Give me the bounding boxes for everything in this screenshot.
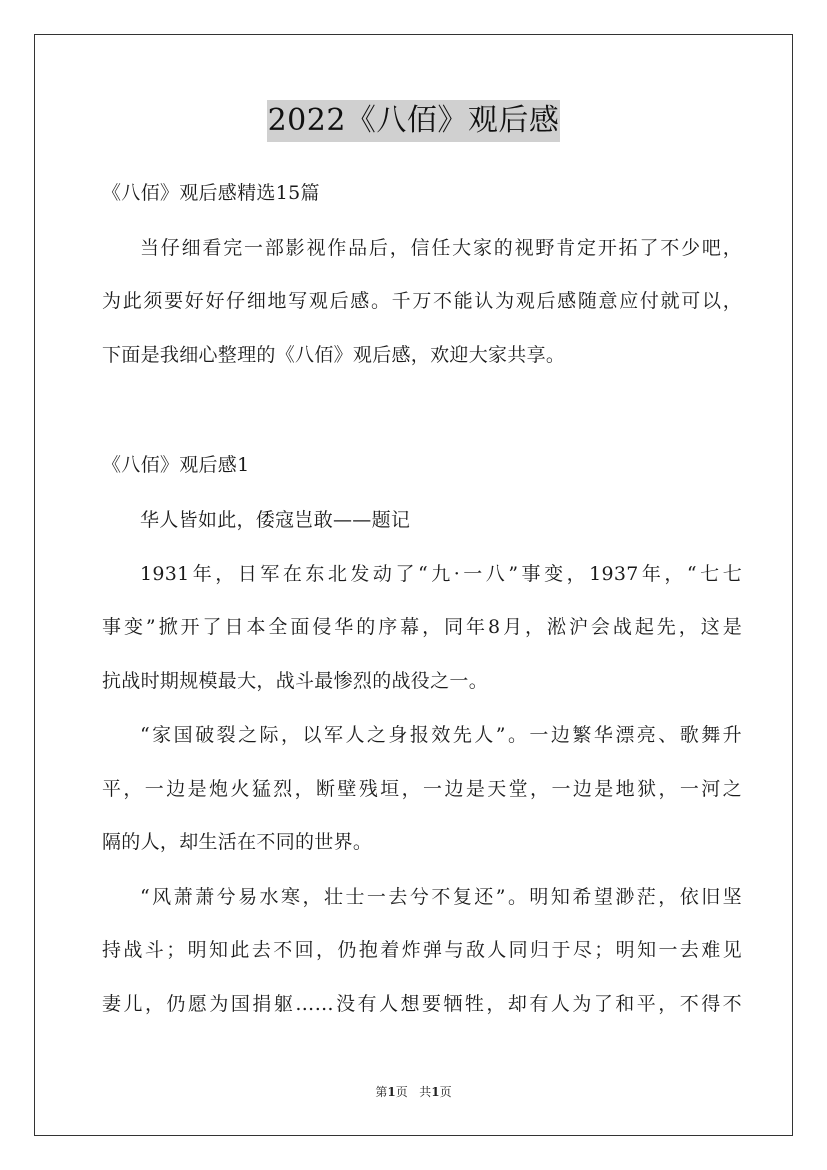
paragraph-line: 隔的人，却生活在不同的世界。 bbox=[102, 831, 373, 853]
paragraph-line: 平，一边是炮火猛烈，断壁残垣，一边是天堂，一边是地狱，一河之 bbox=[102, 778, 742, 800]
paragraph-line: 事变”掀开了日本全面侵华的序幕，同年8月，淞沪会战起先，这是 bbox=[102, 616, 742, 638]
intro-line: 下面是我细心整理的《八佰》观后感，欢迎大家共享。 bbox=[102, 344, 566, 366]
footer-mid: 页 共 bbox=[395, 1085, 432, 1099]
page-footer bbox=[0, 1083, 827, 1101]
paragraph-line: “家国破裂之际，以军人之身报效先人”。一边繁华漂亮、歌舞升 bbox=[140, 724, 742, 746]
section-heading: 《八佰》观后感1 bbox=[102, 454, 250, 476]
paragraph-line: 妻儿，仍愿为国捐躯……没有人想要牺牲，却有人为了和平，不得不 bbox=[102, 993, 742, 1015]
paragraph-line: 1931年，日军在东北发动了“九·一八”事变，1937年，“七七 bbox=[140, 563, 742, 585]
footer-suffix: 页 bbox=[439, 1085, 452, 1099]
intro-line: 为此须要好好仔细地写观后感。千万不能认为观后感随意应付就可以， bbox=[102, 290, 742, 312]
footer-prefix: 第 bbox=[375, 1085, 388, 1099]
paragraph-line: “风萧萧兮易水寒，壮士一去兮不复还”。明知希望渺茫，依旧坚 bbox=[140, 886, 742, 908]
paragraph-line: 抗战时期规模最大，战斗最惨烈的战役之一。 bbox=[102, 670, 489, 692]
intro-line: 当仔细看完一部影视作品后，信任大家的视野肯定开拓了不少吧， bbox=[140, 237, 742, 259]
document-subtitle: 《八佰》观后感精选15篇 bbox=[102, 182, 320, 204]
paragraph-line: 持战斗；明知此去不回，仍抱着炸弹与敌人同归于尽；明知一去难见 bbox=[102, 939, 742, 961]
document-title: 2022《八佰》观后感 bbox=[267, 100, 561, 142]
footer-page-total: 1 bbox=[431, 1085, 440, 1099]
footer-page-current: 1 bbox=[387, 1085, 396, 1099]
title-container bbox=[0, 100, 827, 142]
epigraph: 华人皆如此，倭寇岂敢——题记 bbox=[140, 509, 411, 531]
